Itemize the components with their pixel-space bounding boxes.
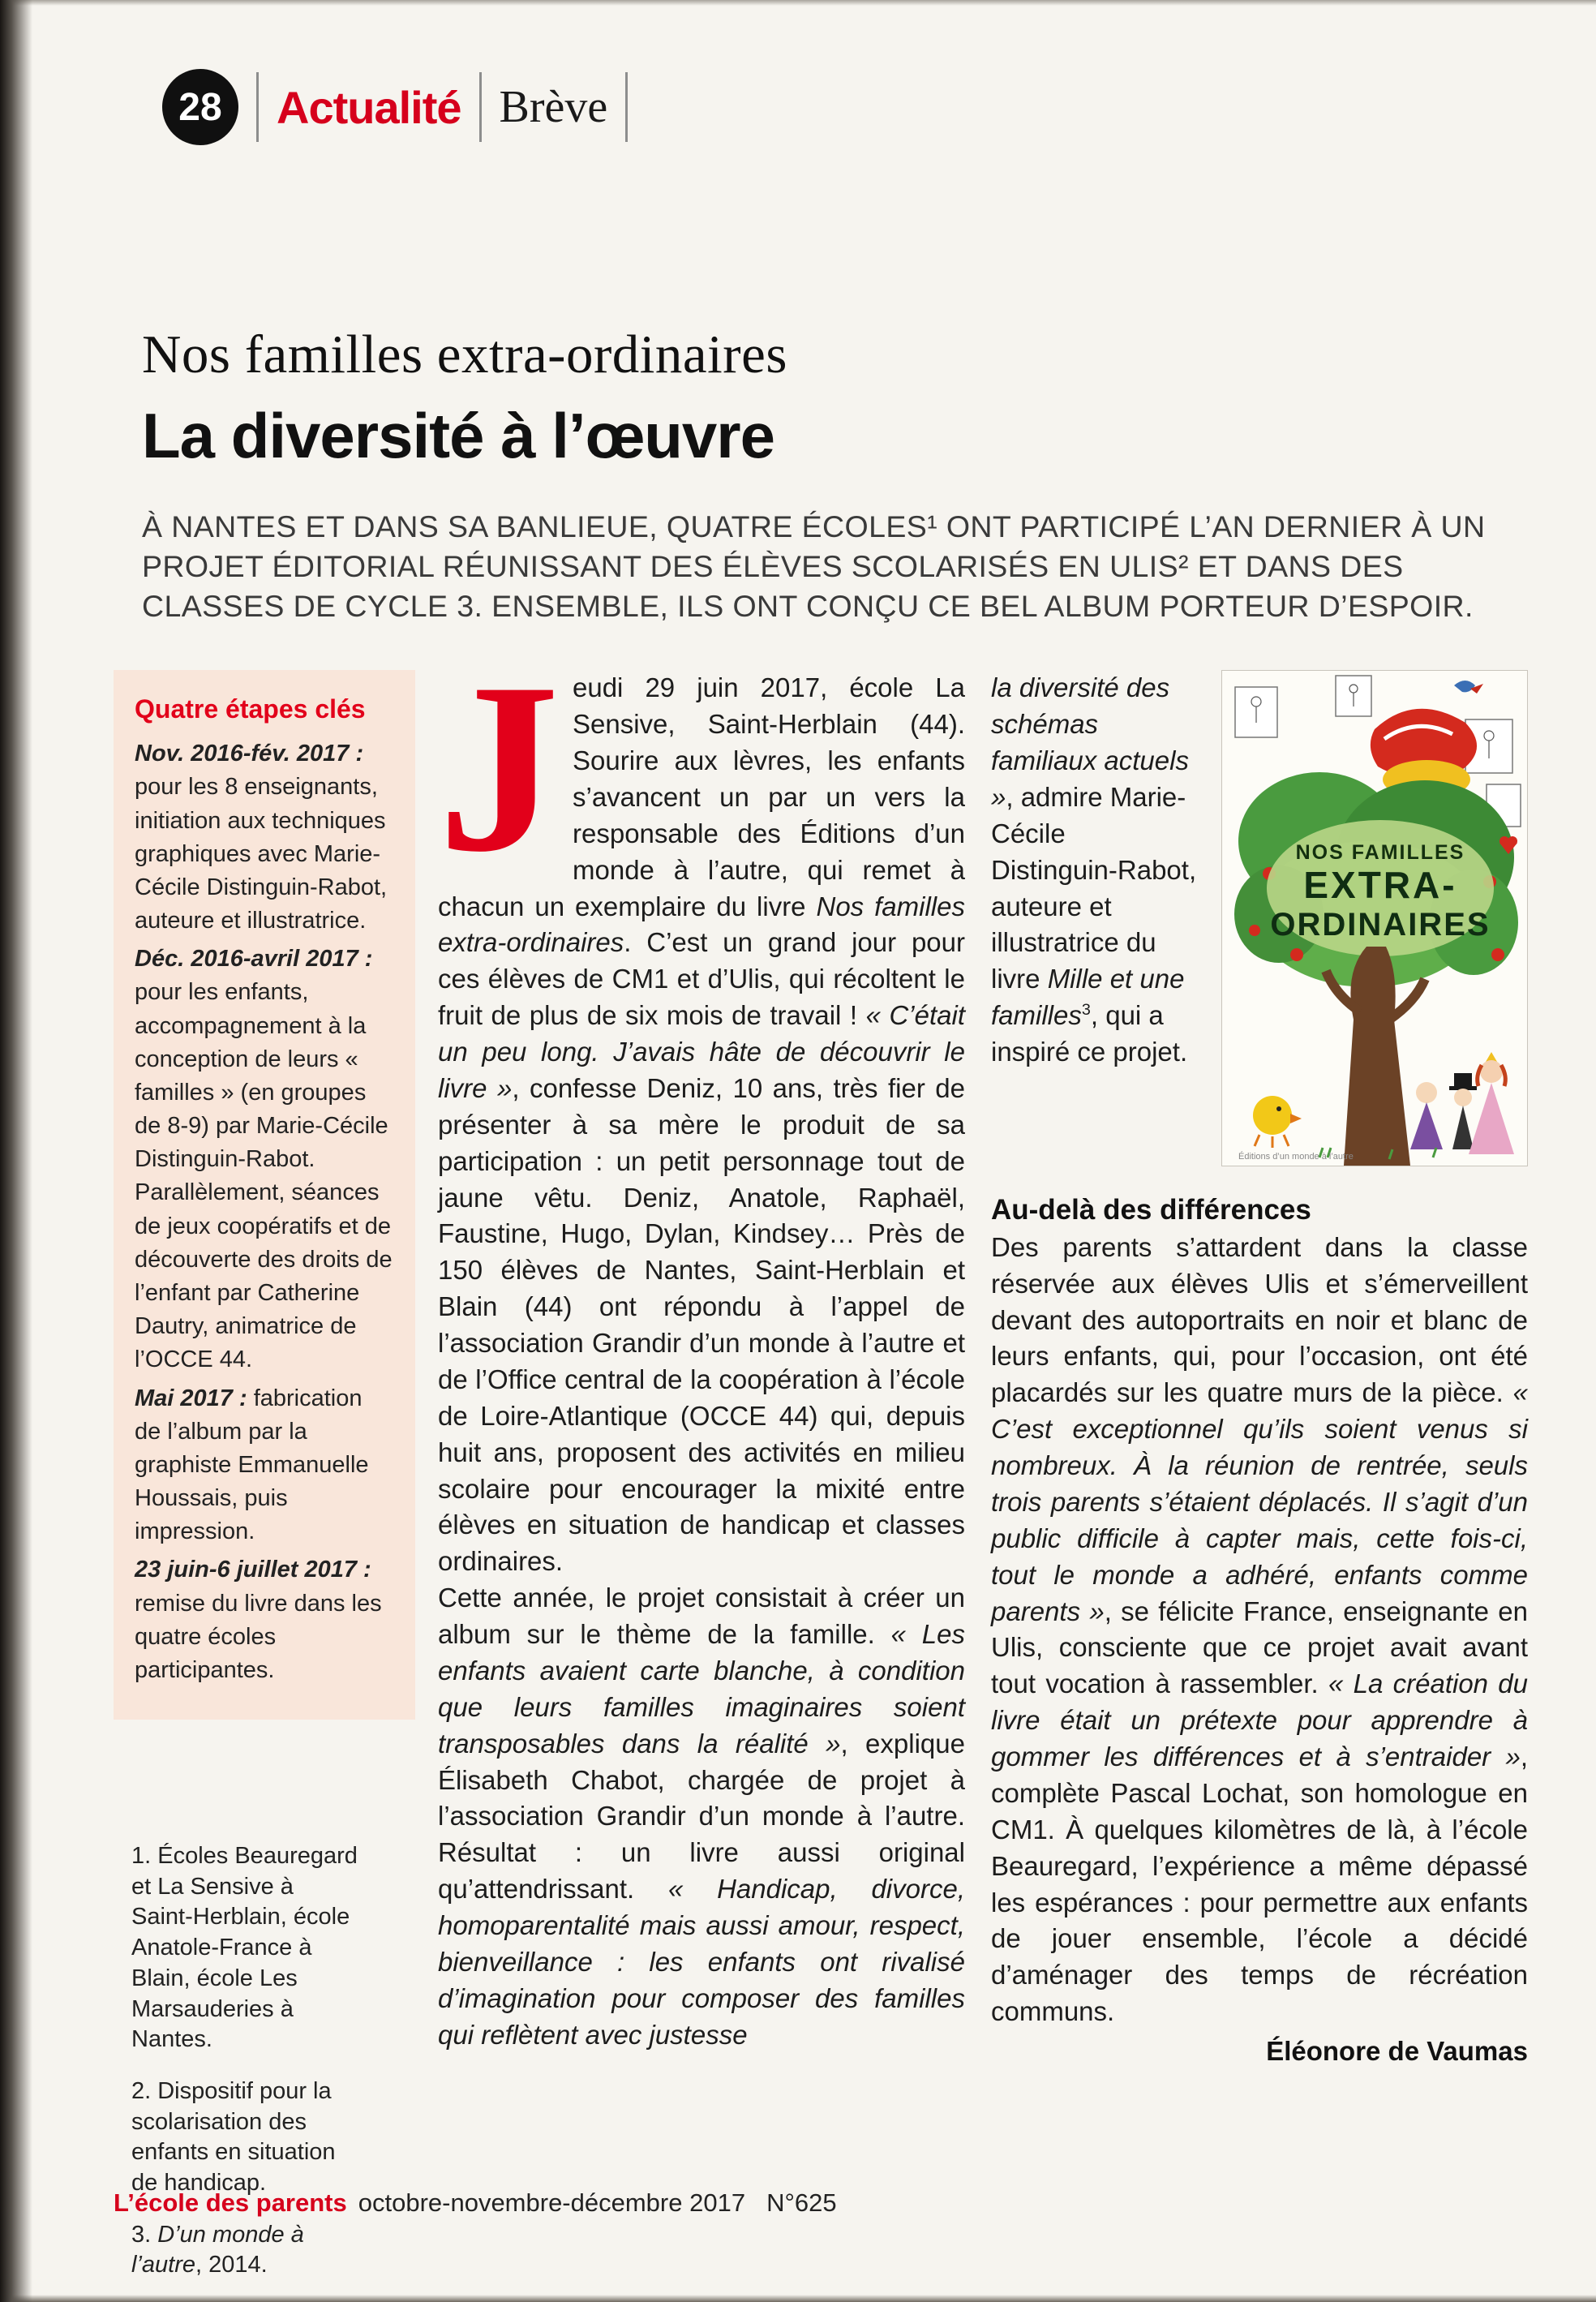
book-cover [1221, 670, 1528, 1166]
byline: Éléonore de Vaumas [1266, 2036, 1528, 2067]
scan-edge-top [0, 0, 1596, 6]
right-column-top [991, 670, 1528, 1166]
continuation-text: la diversité des schémas familiaux actuels », admire Marie-Cécile Distinguin-Rabot, auteure et illustratrice du livre Mille et une familles$^3$, qui a inspiré ce projet. [991, 672, 1197, 1067]
article-paragraph-2: Cette année, le projet consistait à créer un album sur le thème de la famille. « Les enfants avaient carte blanche, à condition que leurs familles imaginaires soient transposables dans la réalité », explique Élisabeth Chabot, chargée de projet à l’association Grandir d’un monde à l’autre. Résultat : un livre aussi original qu’attendrissant. « Handicap, divorce, homoparentalité mais aussi amour, respect, bienveillance : les enfants ont rivalisé d’imagination pour composer des familles qui reflètent avec justesse [438, 1583, 965, 2050]
scan-edge-left [0, 0, 32, 2302]
page-number-badge [162, 69, 238, 145]
section-heading: Au-delà des différences [991, 1194, 1311, 1226]
footer-brand: L’école des parents [114, 2188, 347, 2217]
key-step-date: 23 juin-6 juillet 2017 : [135, 1557, 371, 1583]
footnote-3: 3. D’un monde à l’autre, 2014. [131, 2221, 304, 2278]
article-kicker: Nos familles extra-ordinaires [142, 324, 787, 384]
key-step-entry [135, 1382, 394, 1549]
article-header [142, 324, 1523, 625]
key-step-entry [135, 1553, 394, 1687]
footnote-1: 1. Écoles Beauregard et La Sensive à Saint-Herblain, école Anatole-France à Blain, école Les Marsauderies à Nantes. [131, 1843, 358, 2053]
masthead-divider [479, 72, 482, 142]
masthead-divider [625, 72, 628, 142]
scan-edge-bottom [0, 2295, 1596, 2302]
drop-cap: J [438, 633, 560, 903]
key-step-text: pour les 8 enseignants, initiation aux techniques graphiques avec Marie-Cécile Distinguin-Rabot, auteure et illustratrice. [135, 774, 388, 934]
rubric-label: Brève [499, 82, 608, 132]
page-number: 28 [178, 85, 222, 129]
masthead [162, 69, 1523, 145]
key-steps-box [114, 670, 415, 1720]
key-step-text: remise du livre dans les quatre écoles participantes. [135, 1590, 382, 1683]
book-cover-illustration [1222, 671, 1527, 1166]
cover-publisher: Éditions d’un monde à l’autre [1238, 1152, 1354, 1162]
article-paragraph-3: Des parents s’attardent dans la classe réservée aux élèves Ulis et s’émerveillent devant des autoportraits en noir et blanc de leurs enfants, qui, pour l’occasion, ont été placardés sur les quatre murs de la pièce. « C’est exceptionnel qu’ils soient venus si nombreux. À la réunion de rentrée, seuls trois parents s’étaient déplacés. Il s’agit d’un public difficile à capter mais, cette fois-ci, tout le monde a adhéré, enfants comme parents », se félicite France, enseignante en Ulis, consciente que ce projet avait avant tout vocation à rassembler. « La création du livre était un prétexte pour apprendre à gommer les différences et à s’entraider », complète Pascal Lochat, son homologue en CM1. À quelques kilomètres de là, à l’école Beauregard, l’expérience a même dépassé les espérances : pour permettre aux enfants de jouer ensemble, l’école a décidé d’aménager des temps de récréation communs. [991, 1231, 1529, 2027]
cover-title-line3: ORDINAIRES [1270, 907, 1491, 943]
footer-number: N°625 [766, 2188, 837, 2217]
footnote-2: 2. Dispositif pour la scolarisation des enfants en situation de handicap. [131, 2077, 336, 2196]
left-column [114, 670, 415, 2302]
standfirst: À NANTES ET DANS SA BANLIEUE, QUATRE ÉCOLES¹ ONT PARTICIPÉ L’AN DERNIER À UN PROJET ÉDITORIAL RÉUNISSANT DES ÉLÈVES SCOLARISÉS EN ULIS² ET DANS DES CLASSES DE CYCLE 3. ENSEMBLE, ILS ONT CONÇU CE BEL ALBUM PORTEUR D’ESPOIR. [142, 509, 1486, 623]
key-steps-title: Quatre étapes clés [135, 694, 366, 724]
cover-title-line2: EXTRA- [1303, 864, 1457, 907]
main-article-column [438, 633, 965, 2053]
key-step-date: Mai 2017 : [135, 1385, 247, 1411]
article-paragraph-1: Jeudi 29 juin 2017, école La Sensive, Saint-Herblain (44). Sourire aux lèvres, les enfants s’avancent un par un vers la responsable des Éditions d’un monde à l’autre, qui remet à chacun un exemplaire du livre Nos familles extra-ordinaires. C’est un grand jour pour ces élèves de CM1 et d’Ulis, qui récoltent le fruit de plus de six mois de travail ! « C’était un peu long. J’avais hâte de découvrir le livre », confesse Deniz, 10 ans, très fier de présenter à sa mère le produit de sa participation : un petit personnage tout de jaune vêtu. Deniz, Anatole, Raphaël, Faustine, Hugo, Dylan, Kindsey… Près de 150 élèves de Nantes, Saint-Herblain et Blain (44) ont répondu à l’appel de l’association Grandir d’un monde à l’autre et de l’Office central de la coopération à l’école de Loire-Atlantique (OCCE 44) qui, depuis huit ans, proposent des activités en milieu scolaire pour encourager la mixité entre élèves en situation de handicap et classes ordinaires. [438, 633, 965, 1577]
page-footer [114, 2188, 837, 2218]
cover-title-line1: NOS FAMILLES [1295, 841, 1465, 865]
right-column [991, 670, 1528, 2070]
key-step-date: Nov. 2016-fév. 2017 : [135, 741, 364, 767]
key-step-text: fabrication de l’album par la graphiste Emmanuelle Houssais, puis impression. [135, 1385, 369, 1545]
masthead-divider [256, 72, 259, 142]
section-label: Actualité [277, 81, 461, 133]
footer-issue: octobre-novembre-décembre 2017 [358, 2188, 746, 2217]
article-columns [114, 633, 1529, 2302]
article-title: La diversité à l’œuvre [142, 400, 774, 471]
key-step-entry [135, 943, 394, 1376]
key-step-text: pour les enfants, accompagnement à la conception de leurs « familles » (en groupes de 8-9) par Marie-Cécile Distinguin-Rabot. Parallèlement, séances de jeux coopératifs et de découverte des droits de l’enfant par Catherine Dautry, animatrice de l’OCCE 44. [135, 979, 393, 1373]
key-step-date: Déc. 2016-avril 2017 : [135, 946, 373, 973]
key-step-entry [135, 737, 394, 938]
